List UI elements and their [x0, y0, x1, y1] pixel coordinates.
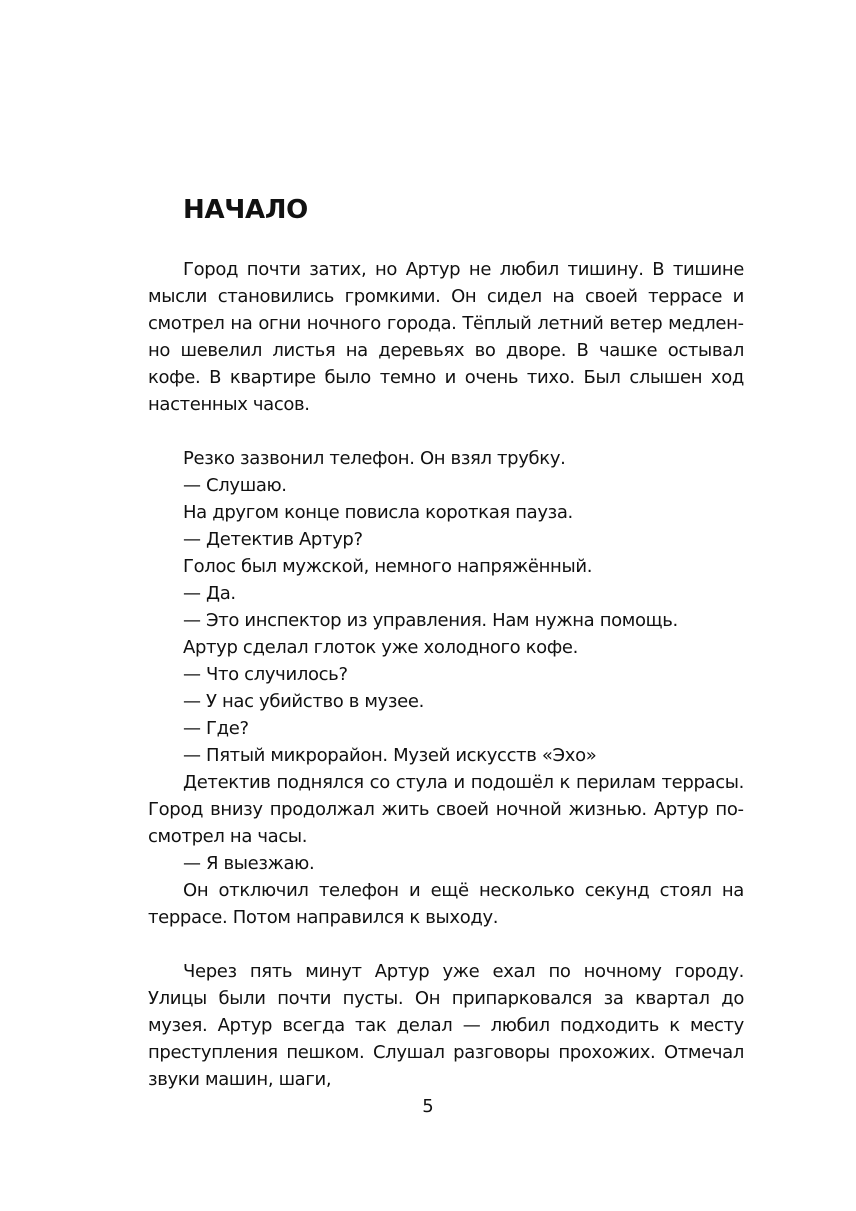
- paragraph-detective-rises: Детектив поднялся со стула и подошёл к перилам террасы. Город внизу продолжал жить своей ночной жизнью. Артур посмотрел на часы.: [148, 772, 744, 847]
- paragraph-voice: Голос был мужской, немного напряжённый.: [183, 556, 593, 577]
- dialogue-line: — Что случилось?: [183, 664, 348, 685]
- page-number: 5: [422, 1096, 434, 1117]
- paragraph-gap: [148, 418, 744, 445]
- body-text: [148, 256, 744, 1093]
- dialogue-line: — Пятый микрорайон. Музей искусств «Эхо»: [183, 745, 597, 766]
- dialogue-line: — Детектив Артур?: [183, 529, 363, 550]
- paragraph-drive: Через пять минут Артур уже ехал по ночному городу. Улицы были почти пусты. Он припарковался за квартал до музея. Артур всегда так делал — любил подходить к месту преступления пешком. Слушал разговоры прохожих. Отмечал звуки машин, шаги,: [148, 961, 744, 1090]
- paragraph-coffee: Артур сделал глоток уже холодного кофе.: [183, 637, 578, 658]
- dialogue-line: — Да.: [183, 583, 236, 604]
- dialogue-line: — Это инспектор из управления. Нам нужна помощь.: [183, 610, 678, 631]
- paragraph-gap: [148, 931, 744, 958]
- dialogue-line: — Слушаю.: [183, 475, 287, 496]
- paragraph-opening: Город почти затих, но Артур не любил тишину. В тишине мысли становились громкими. Он сидел на своей террасе и смотрел на огни ночного города. Тёплый летний ветер медленно шевелил листья на деревьях во дворе. В чашке остывал кофе. В квартире было темно и очень тихо. Был слышен ход настенных часов.: [148, 259, 744, 415]
- dialogue-line: — У нас убийство в музее.: [183, 691, 424, 712]
- paragraph-pause: На другом конце повисла короткая пауза.: [183, 502, 573, 523]
- paragraph-leaves: Он отключил телефон и ещё несколько секунд стоял на террасе. Потом направился к выходу.: [148, 880, 744, 928]
- paragraph-phone-rings: Резко зазвонил телефон. Он взял трубку.: [183, 448, 566, 469]
- chapter-title: НАЧАЛО: [183, 195, 308, 225]
- dialogue-line: — Я выезжаю.: [183, 853, 315, 874]
- dialogue-line: — Где?: [183, 718, 249, 739]
